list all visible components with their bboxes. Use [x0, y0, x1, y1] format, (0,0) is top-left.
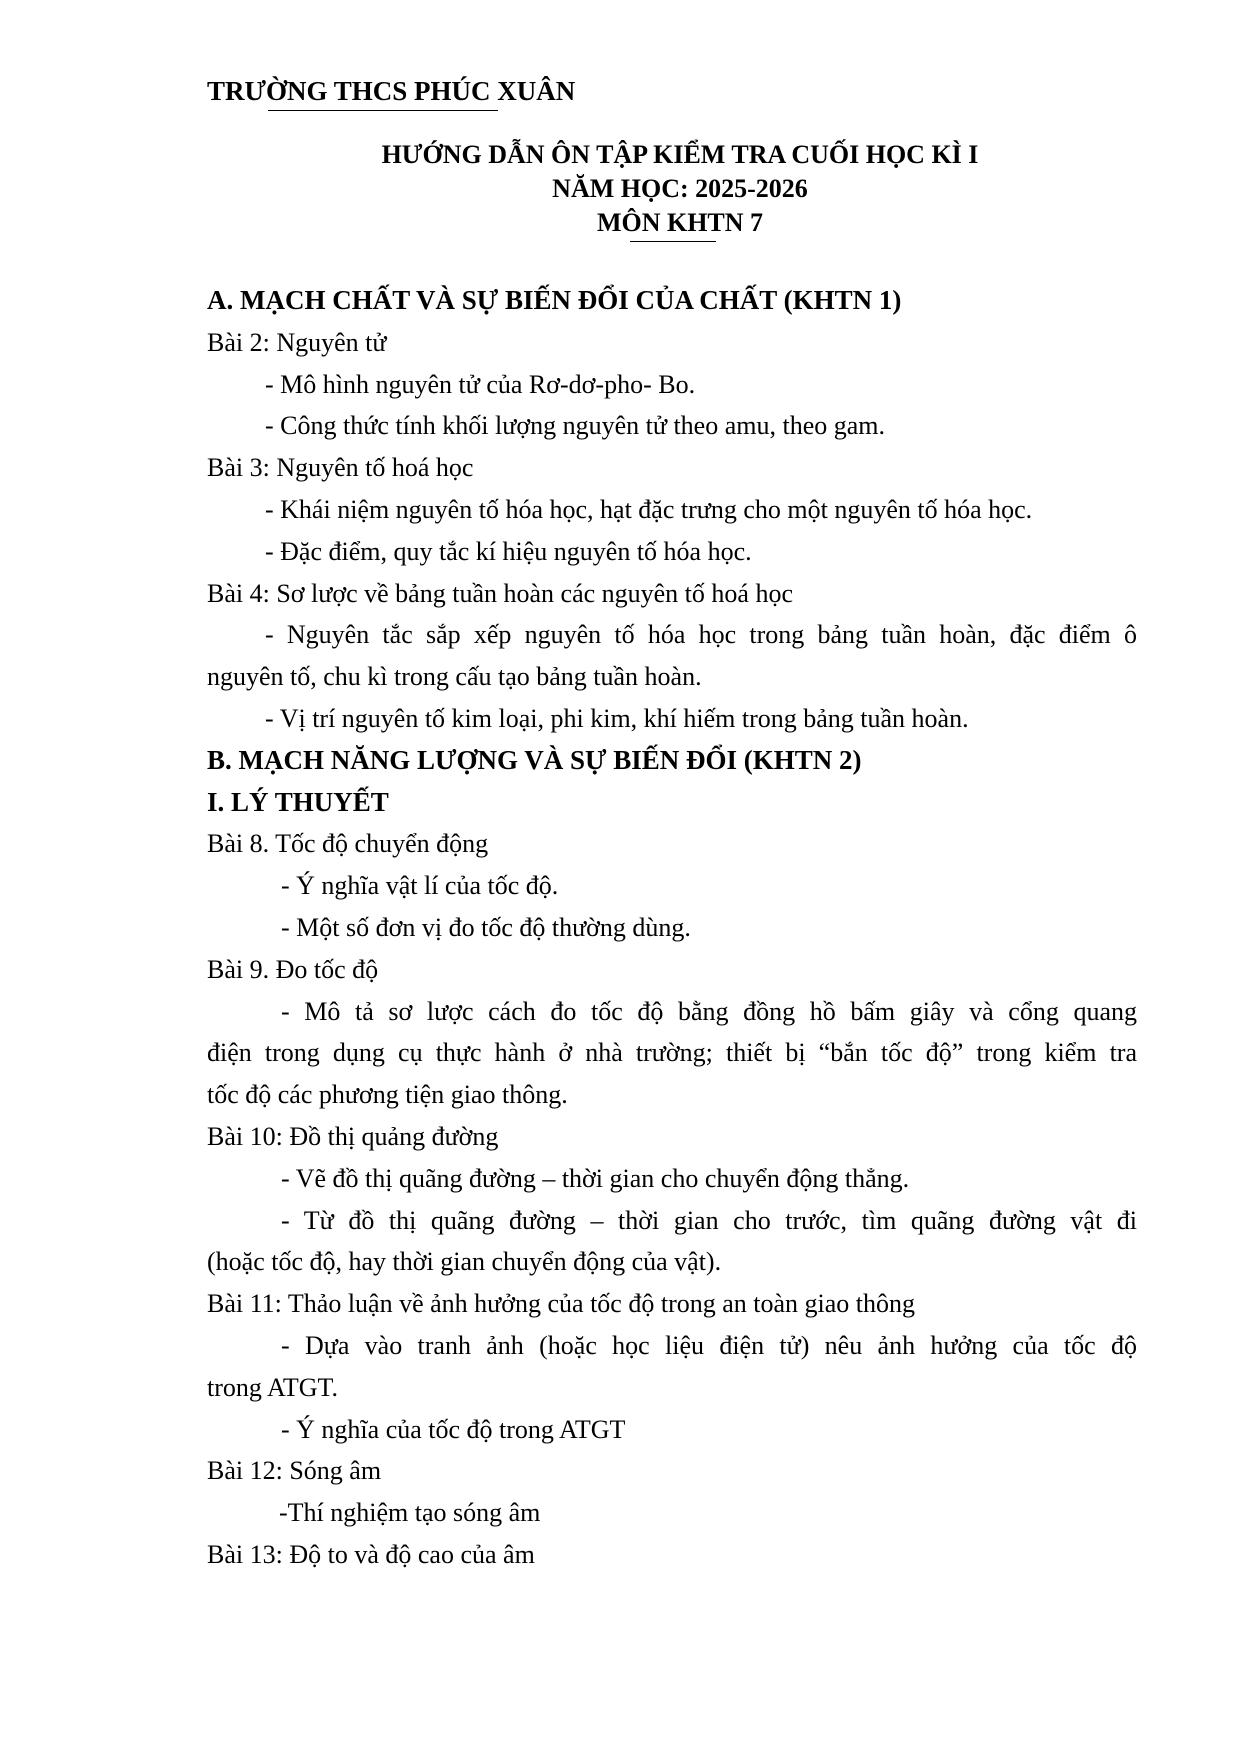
lesson-title: Bài 4: Sơ lược về bảng tuần hoàn các nguyên tố hoá học: [207, 578, 793, 608]
lesson-item-continuation: tốc độ các phương tiện giao thông.: [207, 1080, 568, 1110]
lesson-item-continuation: nguyên tố, chu kì trong cấu tạo bảng tuần hoàn.: [207, 662, 702, 692]
lesson-item: - Mô tả sơ lược cách đo tốc độ bằng đồng hồ bấm giây và cổng quang: [281, 996, 1137, 1026]
lesson-title: Bài 10: Đồ thị quảng đường: [207, 1121, 499, 1151]
lesson-item: - Ý nghĩa của tốc độ trong ATGT: [281, 1414, 626, 1444]
lesson-title: Bài 13: Độ to và độ cao của âm: [207, 1539, 535, 1569]
lesson-item: - Từ đồ thị quãng đường – thời gian cho trước, tìm quãng đường vật đi: [281, 1205, 1137, 1235]
document-title-block: [207, 138, 1153, 240]
lesson-item: - Vị trí nguyên tố kim loại, phi kim, khí hiếm trong bảng tuần hoàn.: [265, 703, 969, 733]
section-b-subheading: I. LÝ THUYẾT: [207, 786, 389, 817]
document-title: HƯỚNG DẪN ÔN TẬP KIỂM TRA CUỐI HỌC KÌ I: [381, 140, 979, 169]
lesson-title: Bài 2: Nguyên tử: [207, 327, 387, 357]
lesson-item: - Công thức tính khối lượng nguyên tử theo amu, theo gam.: [265, 411, 886, 441]
subject-title: MÔN KHTN 7: [596, 208, 764, 237]
lesson-item: - Mô hình nguyên tử của Rơ-dơ-pho- Bo.: [265, 369, 696, 399]
section-b-heading: B. MẠCH NĂNG LƯỢNG VÀ SỰ BIẾN ĐỔI (KHTN 2): [207, 744, 862, 775]
section-a-heading: A. MẠCH CHẤT VÀ SỰ BIẾN ĐỔI CỦA CHẤT (KHTN 1): [207, 285, 902, 315]
lesson-item-continuation: (hoặc tốc độ, hay thời gian chuyển động của vật).: [207, 1247, 722, 1277]
lesson-item: - Khái niệm nguyên tố hóa học, hạt đặc trưng cho một nguyên tố hóa học.: [265, 494, 1033, 524]
lesson-item-continuation: trong ATGT.: [207, 1372, 338, 1402]
lesson-item: - Dựa vào tranh ảnh (hoặc học liệu điện tử) nêu ảnh hưởng của tốc độ: [281, 1330, 1137, 1360]
title-underline: [630, 241, 716, 242]
lesson-item-continuation: điện trong dụng cụ thực hành ở nhà trường; thiết bị “bắn tốc độ” trong kiểm tra: [207, 1038, 1137, 1068]
lesson-title: Bài 9. Đo tốc độ: [207, 954, 379, 984]
school-underline: [268, 110, 498, 111]
lesson-title: Bài 8. Tốc độ chuyển động: [207, 829, 489, 859]
school-name: TRƯỜNG THCS PHÚC XUÂN: [207, 76, 576, 106]
lesson-title: Bài 11: Thảo luận về ảnh hưởng của tốc độ trong an toàn giao thông: [207, 1289, 916, 1319]
document-body: [207, 280, 1137, 1576]
lesson-item: - Nguyên tắc sắp xếp nguyên tố hóa học trong bảng tuần hoàn, đặc điểm ô: [265, 620, 1137, 650]
lesson-item: -Thí nghiệm tạo sóng âm: [279, 1498, 541, 1528]
school-year: NĂM HỌC: 2025-2026: [552, 174, 808, 203]
lesson-title: Bài 12: Sóng âm: [207, 1456, 382, 1486]
lesson-item: - Ý nghĩa vật lí của tốc độ.: [281, 871, 559, 901]
lesson-title: Bài 3: Nguyên tố hoá học: [207, 453, 474, 483]
lesson-item: - Đặc điểm, quy tắc kí hiệu nguyên tố hóa học.: [265, 536, 752, 566]
lesson-item: - Một số đơn vị đo tốc độ thường dùng.: [281, 912, 691, 942]
lesson-item: - Vẽ đồ thị quãng đường – thời gian cho chuyển động thẳng.: [281, 1163, 910, 1193]
